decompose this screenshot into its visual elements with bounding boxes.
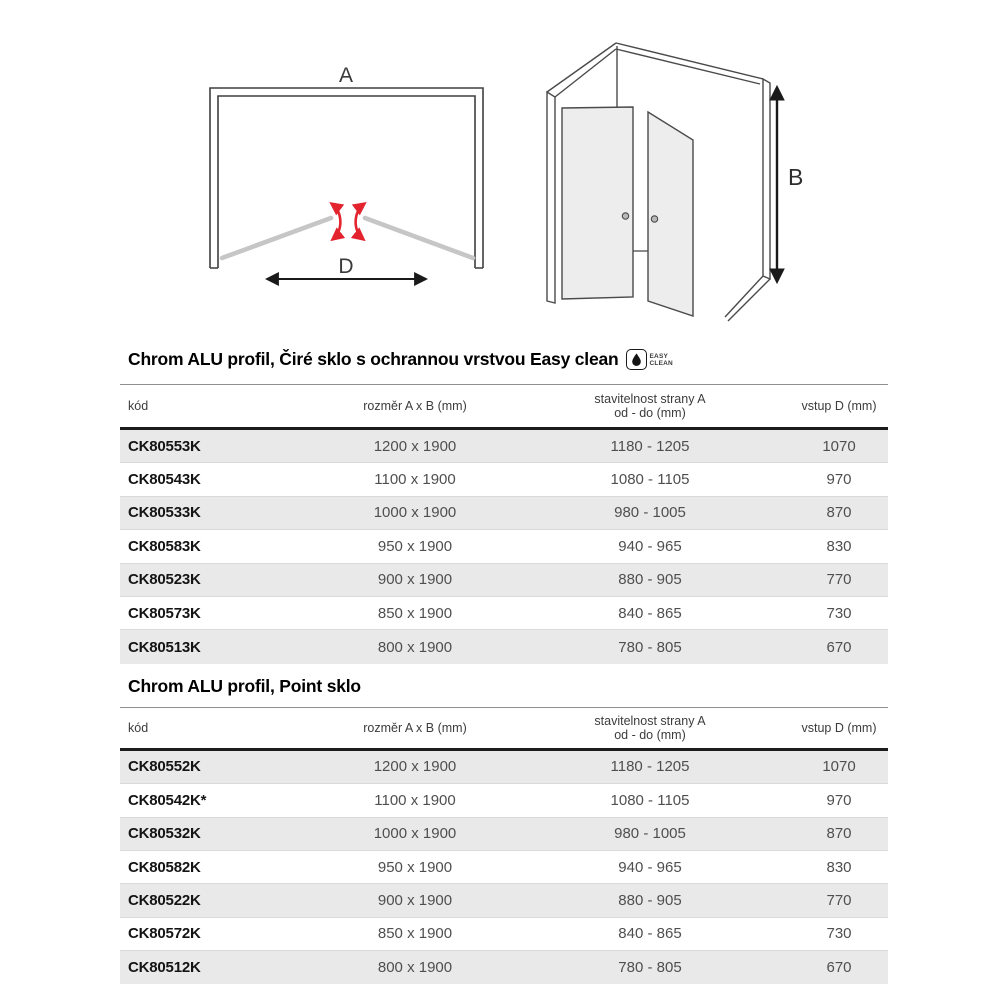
cell-kod: CK80542K* bbox=[128, 791, 207, 809]
easy-clean-label: EASY CLEAN bbox=[649, 352, 673, 367]
dim-label-b: B bbox=[788, 164, 804, 190]
cell-rozmer: 850 x 1900 bbox=[377, 925, 453, 943]
cell-kod: CK80583K bbox=[128, 537, 201, 555]
cell-vstup: 670 bbox=[826, 638, 852, 656]
cell-kod: CK80512K bbox=[128, 959, 201, 977]
table-body bbox=[120, 751, 888, 985]
door-knob-icon bbox=[622, 213, 628, 219]
col-header-rozmer: rozměr A x B (mm) bbox=[363, 720, 467, 735]
cell-stavitelnost: 780 - 805 bbox=[618, 959, 682, 977]
cell-rozmer: 950 x 1900 bbox=[377, 858, 453, 876]
frame-outline bbox=[210, 88, 483, 268]
cell-rozmer: 850 x 1900 bbox=[377, 604, 453, 622]
table-row bbox=[120, 784, 888, 817]
catalog-content bbox=[120, 349, 888, 984]
cell-stavitelnost: 880 - 905 bbox=[618, 571, 682, 589]
cell-kod: CK80523K bbox=[128, 571, 201, 589]
cell-kod: CK80543K bbox=[128, 471, 201, 489]
table-body bbox=[120, 430, 888, 664]
table-row bbox=[120, 751, 888, 784]
cell-rozmer: 1200 x 1900 bbox=[373, 758, 457, 776]
section-heading: Chrom ALU profil, Čiré sklo s ochrannou vrstvou Easy clean bbox=[128, 349, 619, 369]
section-heading-row-point bbox=[120, 676, 888, 697]
cell-vstup: 770 bbox=[826, 891, 852, 909]
cell-vstup: 870 bbox=[826, 825, 852, 843]
table-row bbox=[120, 851, 888, 884]
cell-kod: CK80532K bbox=[128, 825, 201, 843]
table-row bbox=[120, 564, 888, 597]
cell-stavitelnost: 1080 - 1105 bbox=[610, 471, 690, 489]
cell-kod: CK80572K bbox=[128, 925, 201, 943]
table-row bbox=[120, 430, 888, 463]
cell-vstup: 830 bbox=[826, 537, 852, 555]
cell-stavitelnost: 940 - 965 bbox=[618, 537, 682, 555]
col-header-vstup: vstup D (mm) bbox=[801, 720, 877, 735]
cell-rozmer: 1000 x 1900 bbox=[373, 504, 457, 522]
col-header-stavitelnost: stavitelnost strany A od - do (mm) bbox=[594, 713, 706, 742]
perspective-diagram bbox=[530, 30, 810, 325]
door-knob-icon bbox=[651, 216, 657, 222]
cell-stavitelnost: 840 - 865 bbox=[618, 604, 682, 622]
cell-kod: CK80573K bbox=[128, 604, 201, 622]
door-panels bbox=[222, 218, 473, 258]
cell-stavitelnost: 1080 - 1105 bbox=[610, 791, 690, 809]
col-header-kod: kód bbox=[128, 720, 149, 735]
cell-vstup: 670 bbox=[826, 959, 852, 977]
col-header-vstup: vstup D (mm) bbox=[801, 399, 877, 413]
products-table-easyclean bbox=[120, 384, 888, 664]
cell-stavitelnost: 980 - 1005 bbox=[614, 825, 686, 843]
table-row bbox=[120, 884, 888, 917]
cell-rozmer: 900 x 1900 bbox=[377, 571, 453, 589]
cell-kod: CK80522K bbox=[128, 891, 201, 909]
cell-stavitelnost: 840 - 865 bbox=[618, 925, 682, 943]
col-header-rozmer: rozměr A x B (mm) bbox=[363, 399, 467, 413]
cell-kod: CK80513K bbox=[128, 638, 201, 656]
cell-rozmer: 1100 x 1900 bbox=[374, 791, 456, 809]
cell-vstup: 830 bbox=[826, 858, 852, 876]
dim-label-a: A bbox=[338, 64, 354, 87]
col-header-stavitelnost: stavitelnost strany A od - do (mm) bbox=[594, 392, 706, 420]
water-drop-icon bbox=[626, 349, 647, 370]
cell-rozmer: 800 x 1900 bbox=[377, 959, 453, 977]
cell-kod: CK80553K bbox=[128, 437, 201, 455]
table-row bbox=[120, 463, 888, 496]
table-row bbox=[120, 951, 888, 984]
cell-vstup: 1070 bbox=[822, 758, 856, 776]
cell-rozmer: 900 x 1900 bbox=[377, 891, 453, 909]
col-header-kod: kód bbox=[128, 399, 149, 413]
cell-stavitelnost: 980 - 1005 bbox=[614, 504, 686, 522]
table-row bbox=[120, 530, 888, 563]
cell-rozmer: 950 x 1900 bbox=[377, 537, 453, 555]
swing-arrows-icon bbox=[332, 204, 364, 239]
cell-rozmer: 800 x 1900 bbox=[377, 638, 453, 656]
table-row bbox=[120, 918, 888, 951]
cell-rozmer: 1000 x 1900 bbox=[373, 825, 457, 843]
cell-kod: CK80552K bbox=[128, 758, 201, 776]
cell-vstup: 870 bbox=[826, 504, 852, 522]
table-row bbox=[120, 630, 888, 663]
cell-kod: CK80533K bbox=[128, 504, 201, 522]
diagrams-area bbox=[0, 0, 1000, 345]
top-view-diagram bbox=[195, 55, 505, 300]
cell-vstup: 1070 bbox=[822, 437, 856, 455]
dim-label-d: D bbox=[338, 255, 354, 278]
section-heading: Chrom ALU profil, Point sklo bbox=[128, 675, 361, 696]
cell-kod: CK80582K bbox=[128, 858, 201, 876]
cell-rozmer: 1100 x 1900 bbox=[374, 471, 456, 489]
products-table-point bbox=[120, 707, 888, 985]
cell-stavitelnost: 780 - 805 bbox=[618, 638, 682, 656]
cell-vstup: 770 bbox=[826, 571, 852, 589]
cell-rozmer: 1200 x 1900 bbox=[373, 437, 457, 455]
table-header-row bbox=[120, 707, 888, 751]
cell-stavitelnost: 940 - 965 bbox=[618, 858, 682, 876]
cell-vstup: 730 bbox=[826, 604, 852, 622]
cell-vstup: 970 bbox=[826, 471, 852, 489]
cell-stavitelnost: 880 - 905 bbox=[618, 891, 682, 909]
table-row bbox=[120, 497, 888, 530]
cell-vstup: 730 bbox=[826, 925, 852, 943]
section-heading-row-easyclean bbox=[120, 349, 888, 370]
table-header-row bbox=[120, 384, 888, 430]
table-row bbox=[120, 597, 888, 630]
cell-stavitelnost: 1180 - 1205 bbox=[610, 437, 690, 455]
door-panel-right bbox=[648, 112, 693, 316]
cell-vstup: 970 bbox=[826, 791, 852, 809]
door-panel-left bbox=[562, 107, 633, 299]
table-row bbox=[120, 818, 888, 851]
cell-stavitelnost: 1180 - 1205 bbox=[610, 758, 690, 776]
easy-clean-badge bbox=[626, 349, 673, 370]
